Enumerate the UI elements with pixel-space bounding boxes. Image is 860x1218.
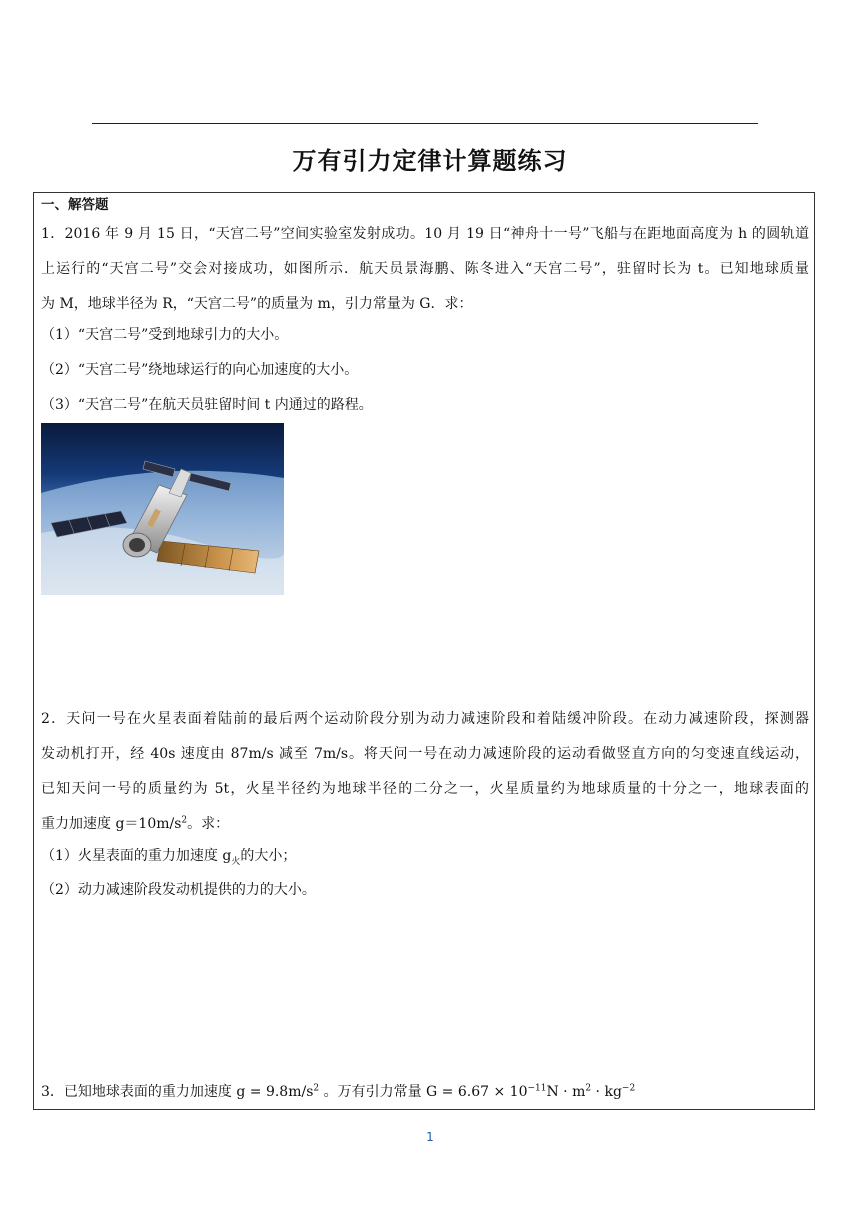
q1-sub2: （2）“天宫二号”绕地球运行的向心加速度的大小。: [41, 362, 359, 378]
q1-line3: 为 M，地球半径为 R，“天宫二号”的质量为 m，引力常量为 G．求：: [41, 296, 473, 312]
q2-sub1: （1）火星表面的重力加速度 $g_火$的大小；: [41, 848, 297, 867]
q2-line4: 重力加速度 $g=10m/s^2$。求：: [41, 815, 230, 832]
section-heading: 一、解答题: [41, 197, 109, 213]
q1-line2: 上运行的“天宫二号”交会对接成功，如图所示．航天员景海鹏、陈冬进入“天宫二号”，驻留时长为 t。已知地球质量: [41, 261, 809, 277]
q2-sub2: （2）动力减速阶段发动机提供的力的大小。: [41, 882, 316, 898]
q3-line1: 3．已知地球表面的重力加速度 $g = 9.8m/s^2$ 。万有引力常量 $G = 6.67 \times 10^{-11}N \cdot m^2 \cdot kg^{-2}$: [41, 1083, 636, 1100]
page-number: 1: [426, 1130, 434, 1144]
page-title: 万有引力定律计算题练习: [292, 147, 568, 175]
header-rule: [92, 123, 758, 124]
q1-sub3: （3）“天宫二号”在航天员驻留时间 t 内通过的路程。: [41, 397, 373, 413]
q2-line3: 已知天问一号的质量约为 5t，火星半径约为地球半径的二分之一，火星质量约为地球质量的十分之一，地球表面的: [41, 781, 809, 797]
q2-line2: 发动机打开，经 40s 速度由 87m/s 减至 7m/s。将天问一号在动力减速阶段的运动看做竖直方向的匀变速直线运动，: [41, 746, 809, 762]
q1-line1: 1．2016 年 9 月 15 日，“天宫二号”空间实验室发射成功。10 月 19 日“神舟十一号”飞船与在距地面高度为 h 的圆轨道: [41, 226, 809, 242]
q1-sub1: （1）“天宫二号”受到地球引力的大小。: [41, 327, 289, 343]
q2-line1: 2．天问一号在火星表面着陆前的最后两个运动阶段分别为动力减速阶段和着陆缓冲阶段。在动力减速阶段，探测器: [41, 711, 809, 727]
space-station-photo: [41, 423, 284, 595]
